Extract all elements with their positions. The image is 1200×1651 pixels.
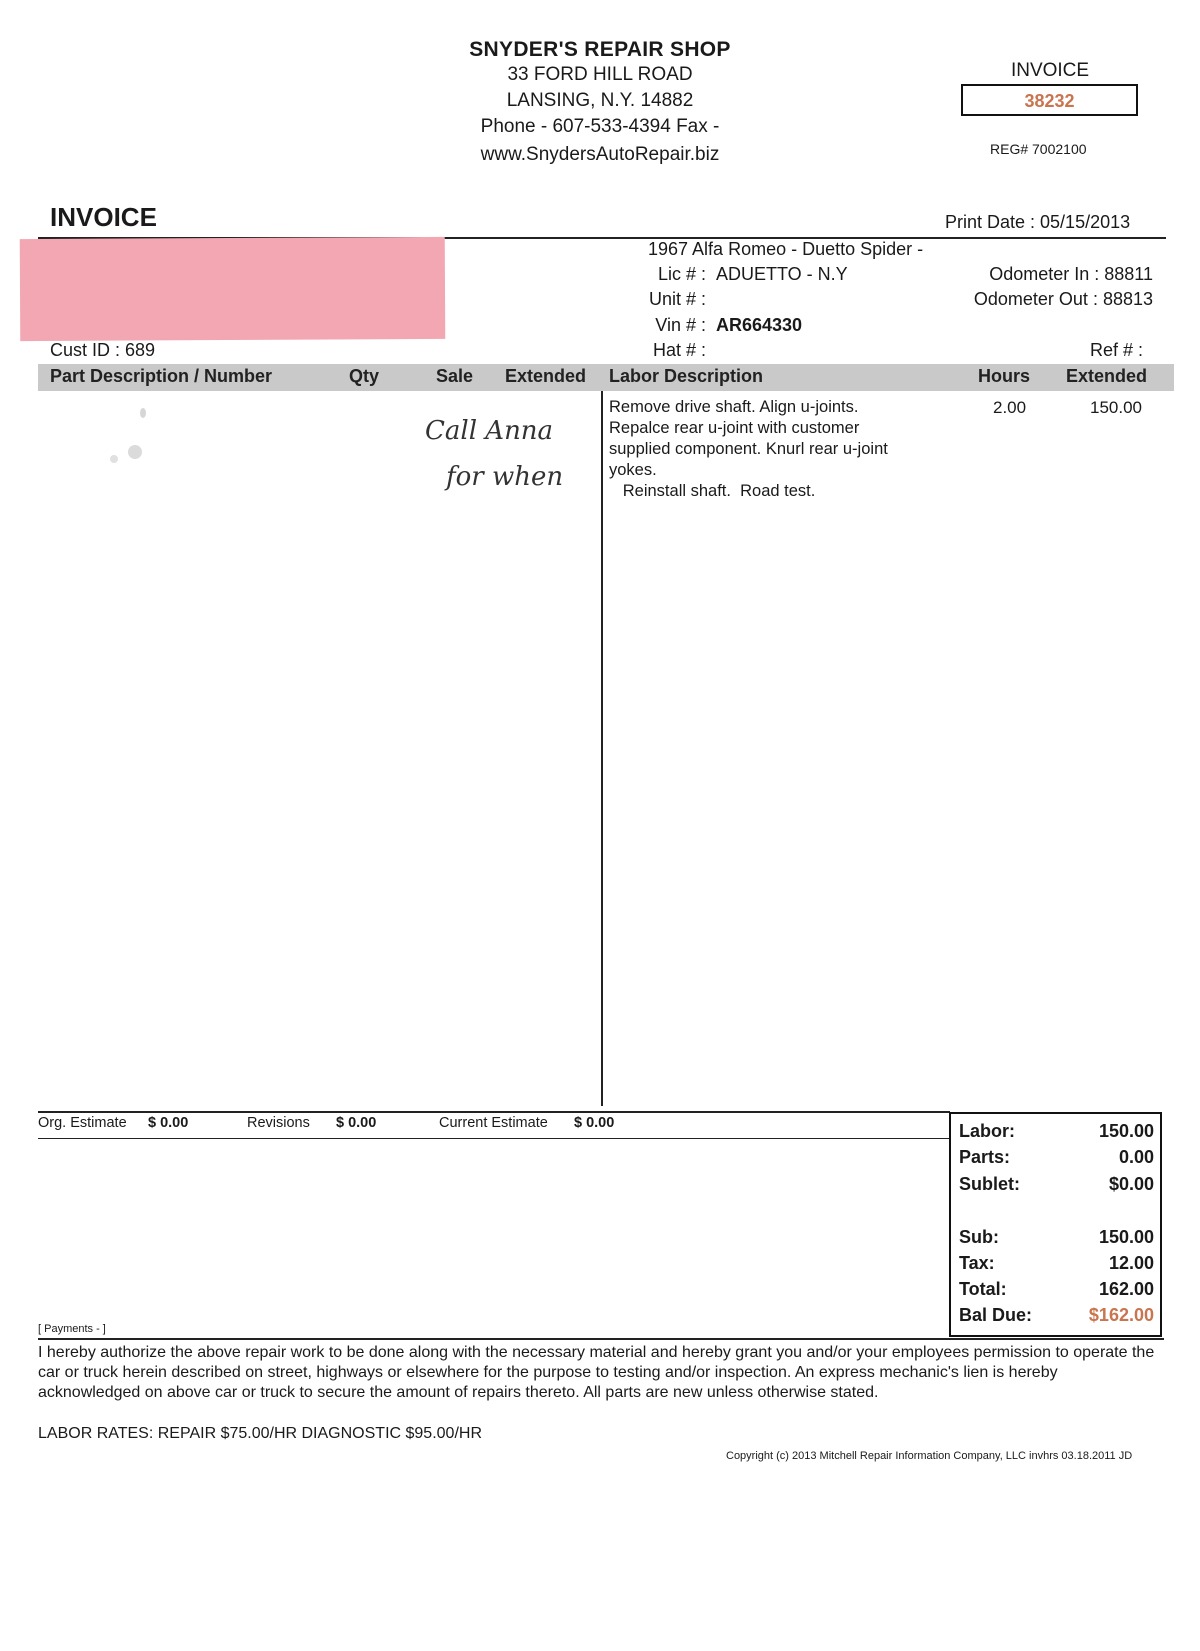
labor-line: Reinstall shaft. Road test. bbox=[609, 482, 816, 500]
totals-box bbox=[949, 1112, 1162, 1337]
hat-label: Hat # : bbox=[652, 340, 706, 360]
copyright: Copyright (c) 2013 Mitchell Repair Information Company, LLC invhrs 03.18.2011 JD bbox=[726, 1450, 1133, 1462]
labor-description bbox=[609, 397, 939, 502]
handwritten-note-line1: Call Anna bbox=[425, 416, 554, 446]
totals-labor-value: 150.00 bbox=[1098, 1121, 1154, 1141]
totals-tax bbox=[959, 1253, 1154, 1274]
totals-sub bbox=[959, 1227, 1154, 1248]
col-part-description: Part Description / Number bbox=[50, 366, 273, 386]
totals-balance-value: $162.00 bbox=[1088, 1305, 1154, 1325]
org-estimate-value: $ 0.00 bbox=[148, 1115, 189, 1131]
ref-label: Ref # : bbox=[1089, 340, 1143, 360]
print-date: Print Date : 05/15/2013 bbox=[945, 212, 1131, 232]
totals-parts-label: Parts: bbox=[959, 1147, 1011, 1167]
shop-phone: Phone - 607-533-4394 Fax - bbox=[480, 116, 720, 137]
estimate-bottom-rule bbox=[38, 1138, 950, 1139]
lic-label: Lic # : bbox=[657, 264, 706, 284]
labor-rates: LABOR RATES: REPAIR $75.00/HR DIAGNOSTIC $95.00/HR bbox=[38, 1425, 482, 1442]
totals-tax-value: 12.00 bbox=[1108, 1253, 1154, 1273]
payments-label: [ Payments - ] bbox=[38, 1323, 106, 1335]
totals-tax-label: Tax: bbox=[959, 1253, 995, 1273]
customer-id: Cust ID : 689 bbox=[50, 340, 156, 360]
totals-sublet bbox=[959, 1174, 1154, 1195]
totals-parts bbox=[959, 1147, 1154, 1168]
vin-value: AR664330 bbox=[716, 315, 803, 335]
col-extended: Extended bbox=[505, 366, 587, 386]
col-sale: Sale bbox=[436, 366, 474, 386]
current-estimate-label: Current Estimate bbox=[439, 1115, 548, 1131]
revisions-label: Revisions bbox=[247, 1115, 310, 1131]
labor-line: supplied component. Knurl rear u-joint bbox=[609, 440, 888, 458]
vin-label: Vin # : bbox=[655, 315, 706, 335]
invoice-box-label: INVOICE bbox=[1010, 60, 1090, 81]
handwritten-note-line2: for when bbox=[446, 462, 564, 492]
scan-smudge bbox=[110, 455, 118, 463]
shop-name: SNYDER'S REPAIR SHOP bbox=[469, 38, 731, 61]
col-labor-extended: Extended bbox=[1066, 366, 1148, 386]
labor-extended: 150.00 bbox=[1090, 398, 1142, 417]
org-estimate-label: Org. Estimate bbox=[38, 1115, 127, 1131]
labor-line: Remove drive shaft. Align u-joints. bbox=[609, 398, 859, 416]
shop-header bbox=[360, 38, 840, 168]
col-qty: Qty bbox=[349, 366, 380, 386]
odometer-out: Odometer Out : 88813 bbox=[973, 289, 1153, 309]
odometer-in: Odometer In : 88811 bbox=[989, 264, 1153, 284]
totals-total bbox=[959, 1279, 1154, 1300]
col-hours: Hours bbox=[978, 366, 1031, 386]
shop-address-line1: 33 FORD HILL ROAD bbox=[507, 64, 693, 85]
shop-website: www.SnydersAutoRepair.biz bbox=[480, 144, 720, 165]
footer-rule bbox=[38, 1338, 1164, 1340]
totals-total-value: 162.00 bbox=[1098, 1279, 1154, 1299]
totals-labor bbox=[959, 1121, 1154, 1142]
totals-sub-value: 150.00 bbox=[1098, 1227, 1154, 1247]
col-labor-description: Labor Description bbox=[609, 366, 764, 386]
revisions-value: $ 0.00 bbox=[336, 1115, 377, 1131]
reg-number: REG# 7002100 bbox=[990, 141, 1087, 157]
redacted-customer-info bbox=[20, 237, 446, 341]
estimate-top-rule bbox=[38, 1111, 950, 1113]
column-divider bbox=[601, 391, 603, 1106]
totals-balance-due bbox=[959, 1305, 1154, 1326]
labor-hours: 2.00 bbox=[993, 398, 1027, 417]
totals-labor-label: Labor: bbox=[959, 1121, 1015, 1141]
authorization-text: I hereby authorize the above repair work to be done along with the necessary material and hereby grant you and/or your employees permission to operate the car or truck herein described on street, highways or elsewhere for the purpose to testing and/or inspection. An express mechanic's lien is hereby acknowledged on above car or truck to secure the amount of repairs thereto. All parts are new unless otherwise stated. bbox=[38, 1344, 1155, 1401]
invoice-number: 38232 bbox=[961, 84, 1138, 116]
totals-sublet-label: Sublet: bbox=[959, 1174, 1020, 1194]
unit-label: Unit # : bbox=[648, 289, 706, 309]
labor-line: yokes. bbox=[609, 461, 657, 479]
scan-smudge bbox=[128, 445, 142, 459]
labor-line: Repalce rear u-joint with customer bbox=[609, 419, 860, 437]
totals-parts-value: 0.00 bbox=[1118, 1147, 1154, 1167]
scan-smudge bbox=[140, 408, 146, 418]
shop-address-line2: LANSING, N.Y. 14882 bbox=[506, 90, 694, 111]
invoice-title: INVOICE bbox=[50, 202, 157, 232]
totals-total-label: Total: bbox=[959, 1279, 1007, 1299]
vehicle-description: 1967 Alfa Romeo - Duetto Spider - bbox=[648, 239, 924, 259]
totals-balance-label: Bal Due: bbox=[959, 1305, 1033, 1325]
totals-sub-label: Sub: bbox=[959, 1227, 999, 1247]
totals-sublet-value: $0.00 bbox=[1108, 1174, 1154, 1194]
current-estimate-value: $ 0.00 bbox=[574, 1115, 615, 1131]
lic-value: ADUETTO - N.Y bbox=[716, 264, 848, 284]
